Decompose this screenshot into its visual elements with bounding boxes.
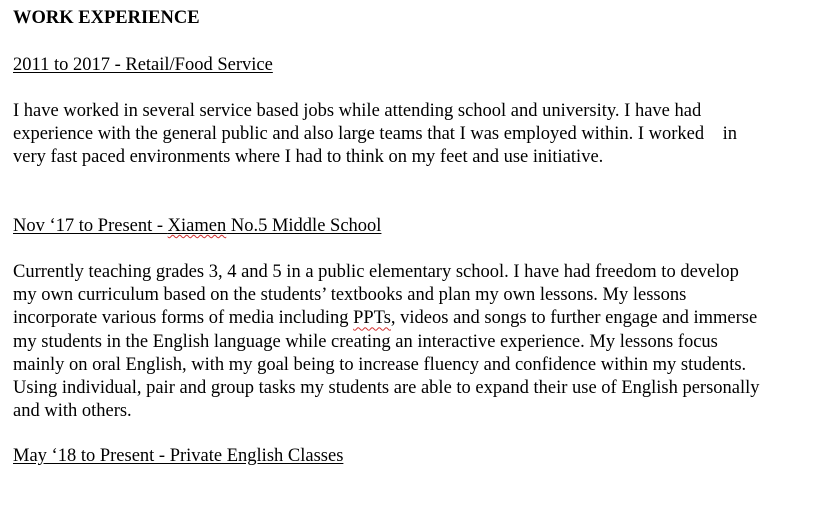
paragraph-line: experience with the general public and also large teams that I was employed within. I worked in	[13, 124, 738, 145]
entry-heading-middle-school	[13, 215, 381, 237]
entry-description-retail	[13, 100, 825, 170]
paragraph-line: Currently teaching grades 3, 4 and 5 in a public elementary school. I have had freedom to develop	[13, 262, 739, 282]
entry-description-middle-school	[13, 261, 825, 423]
entry-heading-retail: 2011 to 2017 - Retail/Food Service	[13, 55, 273, 75]
spellcheck-flagged-word: Xiamen	[167, 216, 227, 236]
paragraph-line: very fast paced environments where I had to think on my feet and use initiative.	[13, 147, 604, 168]
paragraph-line: and with others.	[13, 401, 132, 422]
line-text: incorporate various forms of media including	[13, 308, 354, 329]
paragraph-line	[13, 307, 825, 330]
paragraph-line: I have worked in several service based jobs while attending school and university. I have had	[13, 101, 702, 121]
paragraph-line: my own curriculum based on the students’ textbooks and plan my own lessons. My lessons	[13, 285, 687, 306]
spellcheck-flagged-word: PPTs	[353, 308, 391, 329]
line-text: , videos and songs to further engage and immerse	[390, 308, 758, 329]
paragraph-line: Using individual, pair and group tasks my students are able to expand their use of English personally	[13, 378, 760, 399]
heading-text: No.5 Middle School	[226, 216, 382, 236]
entry-heading-private-classes: May ‘18 to Present - Private English Classes	[13, 446, 344, 466]
heading-text: Nov ‘17 to Present -	[13, 216, 168, 236]
section-title-work-experience: WORK EXPERIENCE	[13, 8, 200, 28]
paragraph-line: my students in the English language while creating an interactive experience. My lessons focus	[13, 331, 718, 352]
paragraph-line: mainly on oral English, with my goal being to increase fluency and confidence within my students.	[13, 354, 747, 375]
